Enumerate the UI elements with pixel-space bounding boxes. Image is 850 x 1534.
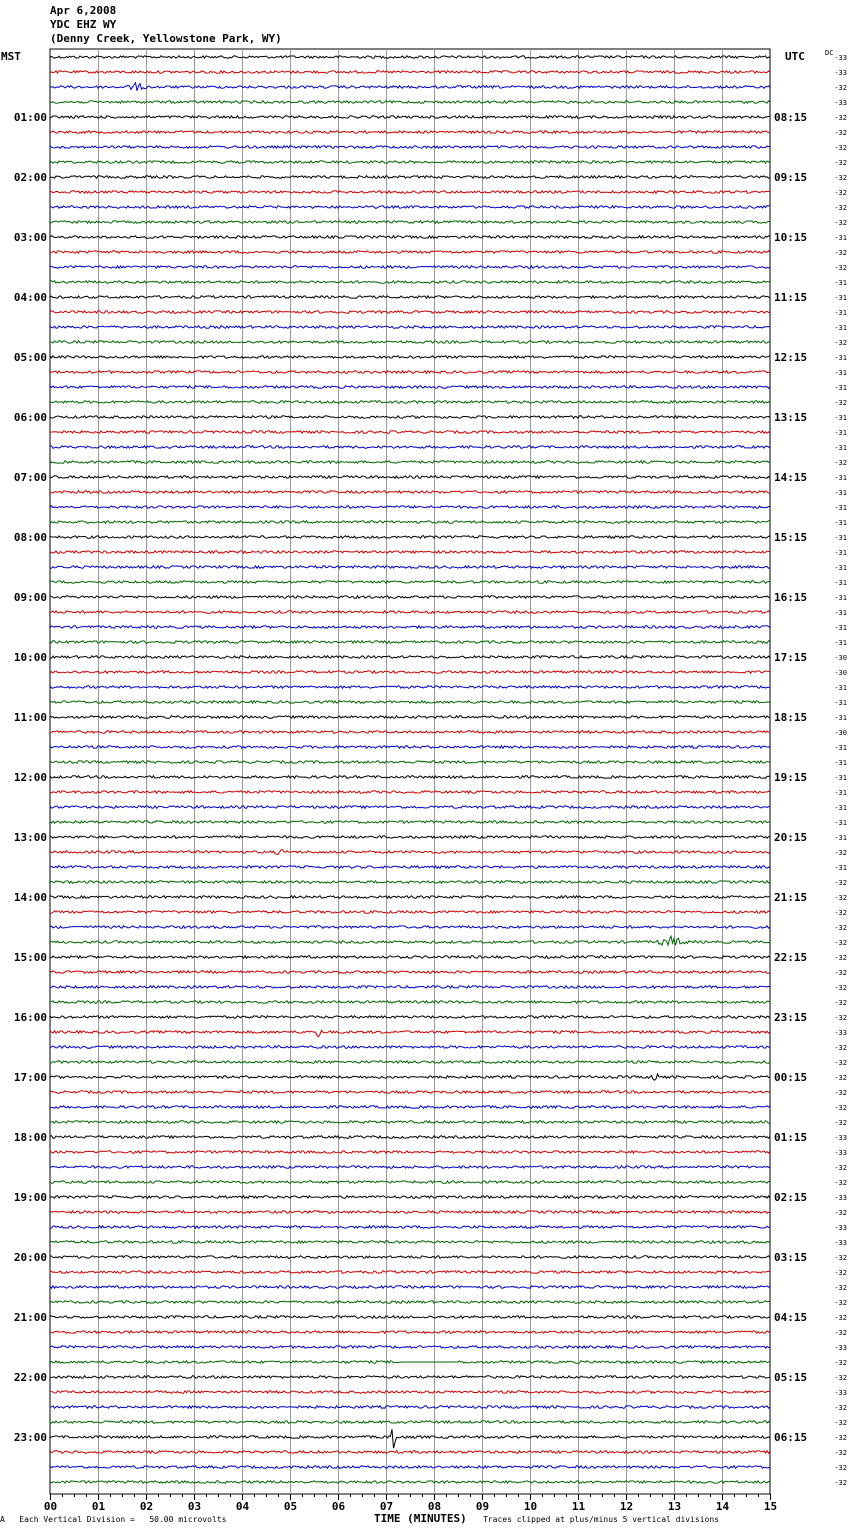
trace-line [50,71,770,74]
dc-offset-label: -32 [834,144,847,152]
trace-line [50,1271,770,1274]
right-hour-label: 20:15 [774,831,808,844]
right-hour-label: 16:15 [774,591,808,604]
dc-offset-label: -31 [834,474,847,482]
trace-line [50,1301,770,1304]
right-hour-label: 21:15 [774,891,808,904]
left-hour-label: 08:00 [13,531,47,544]
left-hour-label: 17:00 [13,1071,47,1084]
dc-offset-label: -32 [834,1419,847,1427]
trace-line [50,371,770,374]
dc-offset-label: -32 [834,1314,847,1322]
dc-offset-label: -32 [834,1404,847,1412]
dc-offset-label: -31 [834,594,847,602]
dc-offset-label: -32 [834,1329,847,1337]
dc-offset-label: -33 [834,69,847,77]
dc-offset-label: -31 [834,504,847,512]
trace-line [50,1211,770,1214]
trace-line [50,1196,770,1199]
trace-line [50,566,770,569]
dc-offset-label: -32 [834,924,847,932]
dc-offset-label: -31 [834,639,847,647]
dc-offset-label: -31 [834,684,847,692]
trace-line [50,1346,770,1349]
dc-offset-label: -31 [834,789,847,797]
left-hour-label: 04:00 [13,291,47,304]
dc-offset-label: -32 [834,1014,847,1022]
trace-line [50,701,770,704]
dc-offset-label: -32 [834,399,847,407]
station-code: YDC EHZ WY [50,18,117,31]
trace-line [50,611,770,614]
dc-offset-label: -31 [834,744,847,752]
left-hour-labels [14,111,47,1444]
trace-line [50,476,770,479]
dc-offset-label: -31 [834,624,847,632]
right-hour-label: 23:15 [774,1011,808,1024]
dc-offset-label: -32 [834,1254,847,1262]
right-hour-label: 08:15 [774,111,808,124]
trace-line [50,1256,770,1259]
x-axis-label: TIME (MINUTES) [374,1512,467,1525]
left-hour-label: 16:00 [13,1011,47,1024]
trace-line [50,791,770,794]
left-timezone-label: MST [1,50,21,63]
x-tick-label: 04 [235,1500,250,1513]
trace-line [50,881,770,884]
left-hour-label: 14:00 [13,891,47,904]
trace-line [50,1016,770,1019]
trace-line [50,716,770,719]
dc-offset-label: -31 [834,384,847,392]
dc-offset-label: -33 [834,54,847,62]
x-tick-label: 00 [43,1500,58,1513]
trace-line [50,1361,770,1364]
dc-offset-label: -31 [834,414,847,422]
trace-line [50,266,770,269]
trace-line [50,1421,770,1424]
dc-offset-label: -32 [834,1269,847,1277]
dc-offset-label: -32 [834,1479,847,1487]
left-hour-label: 20:00 [13,1251,47,1264]
trace-line [50,461,770,464]
right-hour-label: 19:15 [774,771,808,784]
dc-offset-label: -32 [834,1359,847,1367]
dc-offset-label: -30 [834,729,847,737]
trace-line [50,1429,770,1448]
clip-note: Traces clipped at plus/minus 5 vertical divisions [483,1515,720,1524]
trace-line [50,116,770,119]
left-hour-label: 18:00 [13,1131,47,1144]
right-hour-label: 10:15 [774,231,808,244]
right-hour-label: 00:15 [774,1071,808,1084]
trace-line [50,746,770,749]
right-hour-label: 17:15 [774,651,808,664]
trace-line [50,341,770,344]
dc-offset-label: -33 [834,1134,847,1142]
dc-offset-label: -31 [834,309,847,317]
trace-line [50,1106,770,1109]
trace-line [50,806,770,809]
trace-line [50,956,770,959]
trace-line [50,401,770,404]
dc-offset-label: -32 [834,1164,847,1172]
x-tick-label: 02 [139,1500,154,1513]
scale-note [0,1515,226,1524]
dc-offset-label: -32 [834,939,847,947]
trace-line [50,1181,770,1184]
x-tick-label: 09 [475,1500,490,1513]
dc-offset-label: -32 [834,1059,847,1067]
trace-line [50,176,770,179]
dc-offset-label: -31 [834,489,847,497]
dc-offset-label: -30 [834,669,847,677]
left-hour-label: 09:00 [13,591,47,604]
left-hour-label: 07:00 [13,471,47,484]
trace-line [50,491,770,494]
dc-offset-label: -32 [834,879,847,887]
dc-offset-label: -32 [834,894,847,902]
trace-line [50,1151,770,1154]
dc-offset-label: -32 [834,1104,847,1112]
trace-line [50,761,770,764]
x-tick-label: 06 [331,1500,346,1513]
trace-line [50,536,770,539]
dc-offset-label: -31 [834,369,847,377]
dc-offset-label: -33 [834,1344,847,1352]
dc-offset-label: -31 [834,354,847,362]
left-hour-label: 21:00 [13,1311,47,1324]
x-tick-label: 10 [523,1500,538,1513]
dc-offset-label: -31 [834,519,847,527]
dc-offset-label: -30 [834,654,847,662]
dc-offset-label: -32 [834,459,847,467]
dc-offset-label: -33 [834,1149,847,1157]
trace-line [50,131,770,134]
dc-offset-label: -32 [834,1209,847,1217]
dc-offset-label: -32 [834,129,847,137]
trace-line [50,866,770,869]
trace-line [50,146,770,149]
trace-line [50,850,770,855]
left-hour-label: 11:00 [13,711,47,724]
trace-line [50,836,770,839]
dc-offset-label: -32 [834,174,847,182]
trace-line [50,626,770,629]
right-hour-labels [774,111,807,1444]
trace-line [50,446,770,449]
trace-line [50,1481,770,1484]
right-timezone-label: UTC [785,50,805,63]
dc-offset-label: -32 [834,219,847,227]
dc-offset-label: -32 [834,954,847,962]
x-tick-label: 07 [379,1500,394,1513]
trace-line [50,1166,770,1169]
trace-line [50,1001,770,1004]
seismic-traces [50,56,770,1484]
trace-line [50,521,770,524]
left-hour-label: 01:00 [13,111,47,124]
trace-line [50,416,770,419]
trace-line [50,971,770,974]
dc-offset-label: -32 [834,849,847,857]
trace-line [50,1061,770,1064]
station-location: (Denny Creek, Yellowstone Park, WY) [50,32,282,45]
dc-offset-label: -31 [834,834,847,842]
dc-offset-label: -32 [834,249,847,257]
x-tick-label: 14 [715,1500,730,1513]
x-tick-label: 13 [667,1500,682,1513]
dc-offset-label: -31 [834,714,847,722]
left-hour-label: 10:00 [13,651,47,664]
dc-offset-label: -33 [834,1239,847,1247]
left-hour-label: 12:00 [13,771,47,784]
dc-offset-label: -33 [834,1224,847,1232]
right-hour-label: 01:15 [774,1131,808,1144]
trace-line [50,1451,770,1454]
trace-line [50,431,770,434]
left-hour-label: 23:00 [13,1431,47,1444]
x-tick-label: 15 [763,1500,778,1513]
right-hour-label: 11:15 [774,291,808,304]
trace-line [50,1466,770,1469]
trace-line [50,83,770,91]
trace-line [50,926,770,929]
dc-offset-label: -32 [834,1449,847,1457]
x-axis [44,1494,777,1513]
right-hour-label: 22:15 [774,951,808,964]
dc-offset-label: -32 [834,1044,847,1052]
dc-offset-label: -32 [834,1284,847,1292]
left-hour-label: 15:00 [13,951,47,964]
dc-offset-label: -31 [834,549,847,557]
trace-line [50,596,770,599]
trace-line [50,1241,770,1244]
trace-line [50,936,770,945]
scale-prefix: A [0,1515,5,1524]
dc-offset-label: -32 [834,984,847,992]
dc-offset-label: -32 [834,1374,847,1382]
right-hour-label: 09:15 [774,171,808,184]
scale-text: Each Vertical Division = 50.00 microvolts [19,1515,227,1524]
dc-offset-label: -31 [834,759,847,767]
trace-line [50,506,770,509]
x-tick-label: 03 [187,1500,202,1513]
left-hour-label: 02:00 [13,171,47,184]
dc-offset-label: -31 [834,819,847,827]
dc-offset-label: -32 [834,114,847,122]
right-hour-label: 15:15 [774,531,808,544]
trace-line [50,221,770,224]
right-hour-label: 02:15 [774,1191,808,1204]
trace-line [50,581,770,584]
dc-offset-label: -32 [834,159,847,167]
right-hour-label: 14:15 [774,471,808,484]
x-tick-label: 12 [619,1500,634,1513]
plot-date: Apr 6,2008 [50,4,117,17]
dc-offset-label: -32 [834,339,847,347]
dc-offset-label: -31 [834,579,847,587]
trace-line [50,1121,770,1124]
right-hour-label: 04:15 [774,1311,808,1324]
dc-offset-label: -32 [834,204,847,212]
trace-line [50,1331,770,1334]
x-tick-label: 11 [571,1500,586,1513]
trace-line [50,641,770,644]
dc-offset-labels [834,54,847,1487]
trace-line [50,236,770,239]
trace-line [50,821,770,824]
trace-line [50,1030,770,1037]
dc-offset-label: -32 [834,1179,847,1187]
trace-line [50,1046,770,1049]
left-hour-label: 13:00 [13,831,47,844]
dc-offset-label: -31 [834,234,847,242]
dc-offset-label: -33 [834,1194,847,1202]
dc-offset-label: -31 [834,534,847,542]
right-hour-label: 03:15 [774,1251,808,1264]
trace-line [50,656,770,659]
trace-line [50,161,770,164]
dc-offset-label: -31 [834,864,847,872]
dc-offset-label: -32 [834,969,847,977]
trace-line [50,1391,770,1394]
dc-offset-label: -31 [834,564,847,572]
trace-line [50,311,770,314]
trace-line [50,986,770,989]
right-hour-label: 13:15 [774,411,808,424]
dc-offset-label: -31 [834,444,847,452]
dc-offset-label: -32 [834,84,847,92]
dc-offset-label: -32 [834,909,847,917]
dc-offset-label: -31 [834,324,847,332]
trace-line [50,896,770,899]
trace-line [50,281,770,284]
trace-line [50,1091,770,1094]
trace-line [50,296,770,299]
dc-offset-label: -31 [834,609,847,617]
dc-offset-label: -31 [834,804,847,812]
trace-line [50,251,770,254]
trace-line [50,56,770,59]
trace-line [50,1136,770,1139]
trace-line [50,551,770,554]
trace-line [50,1376,770,1379]
left-hour-label: 05:00 [13,351,47,364]
dc-offset-label: -31 [834,279,847,287]
right-hour-label: 06:15 [774,1431,808,1444]
dc-offset-label: -31 [834,699,847,707]
left-hour-label: 06:00 [13,411,47,424]
trace-line [50,1226,770,1229]
dc-offset-label: -32 [834,1119,847,1127]
left-hour-label: 22:00 [13,1371,47,1384]
dc-offset-label: -32 [834,1089,847,1097]
dc-offset-label: -33 [834,99,847,107]
x-tick-label: 01 [91,1500,106,1513]
dc-offset-label: -32 [834,189,847,197]
trace-line [50,1316,770,1319]
trace-line [50,206,770,209]
dc-offset-label: -32 [834,1434,847,1442]
trace-line [50,1286,770,1289]
dc-offset-label: -32 [834,1074,847,1082]
dc-offset-label: -33 [834,1389,847,1397]
trace-line [50,776,770,779]
dc-offset-label: -32 [834,1299,847,1307]
trace-line [50,326,770,329]
trace-line [50,1406,770,1409]
dc-offset-label: -31 [834,774,847,782]
right-hour-label: 18:15 [774,711,808,724]
dc-offset-label: -31 [834,294,847,302]
right-hour-label: 12:15 [774,351,808,364]
trace-line [50,386,770,389]
trace-line [50,671,770,674]
trace-line [50,1074,770,1080]
left-hour-label: 03:00 [13,231,47,244]
right-hour-label: 05:15 [774,1371,808,1384]
x-tick-label: 08 [427,1500,442,1513]
trace-line [50,911,770,914]
trace-line [50,356,770,359]
trace-line [50,191,770,194]
dc-offset-label: -32 [834,999,847,1007]
dc-offset-label: -32 [834,1464,847,1472]
dc-offset-label: -33 [834,1029,847,1037]
left-hour-label: 19:00 [13,1191,47,1204]
trace-line [50,686,770,689]
trace-line [50,731,770,734]
trace-line [50,101,770,104]
dc-offset-label: -31 [834,429,847,437]
dc-offset-header: DC [825,49,834,57]
x-tick-label: 05 [283,1500,298,1513]
dc-offset-label: -32 [834,264,847,272]
